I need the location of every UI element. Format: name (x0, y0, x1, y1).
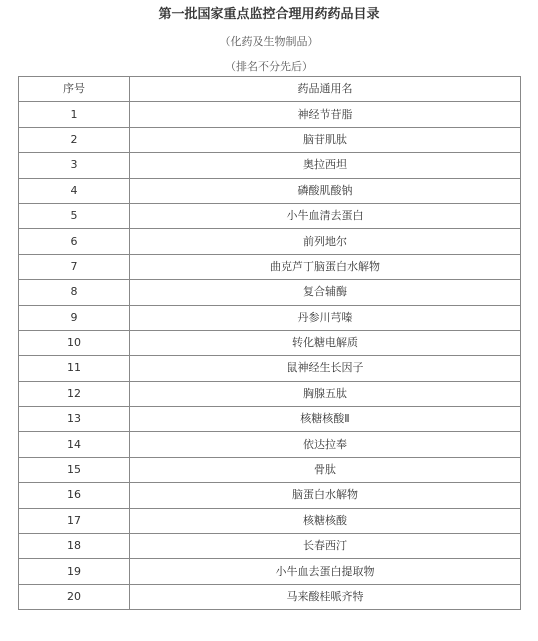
drug-name: 马来酸桂哌齐特 (130, 584, 521, 609)
header-drug-name: 药品通用名 (130, 77, 521, 102)
document-subtitle: （化药及生物制品） (219, 35, 319, 48)
drug-name: 复合辅酶 (130, 280, 521, 305)
table-row (19, 381, 521, 406)
table-row (19, 102, 521, 127)
drug-name: 小牛血清去蛋白 (130, 203, 521, 228)
row-number: 2 (19, 127, 130, 152)
drug-name: 鼠神经生长因子 (130, 356, 521, 381)
header-serial-number: 序号 (19, 77, 130, 102)
table-row (19, 254, 521, 279)
drug-name: 脑蛋白水解物 (130, 483, 521, 508)
row-number: 4 (19, 178, 130, 203)
document-note: （排名不分先后） (225, 60, 313, 73)
table-row (19, 305, 521, 330)
table-header-row (19, 77, 521, 102)
row-number: 1 (19, 102, 130, 127)
row-number: 13 (19, 407, 130, 432)
drug-name: 胸腺五肽 (130, 381, 521, 406)
row-number: 8 (19, 280, 130, 305)
drug-name: 前列地尔 (130, 229, 521, 254)
drug-name: 核糖核酸Ⅱ (130, 407, 521, 432)
row-number: 5 (19, 203, 130, 228)
drug-name: 丹参川芎嗪 (130, 305, 521, 330)
drug-name: 脑苷肌肽 (130, 127, 521, 152)
drug-name: 长春西汀 (130, 534, 521, 559)
row-number: 11 (19, 356, 130, 381)
row-number: 17 (19, 508, 130, 533)
row-number: 15 (19, 457, 130, 482)
table-row (19, 508, 521, 533)
row-number: 9 (19, 305, 130, 330)
drug-name: 依达拉奉 (130, 432, 521, 457)
table-row (19, 356, 521, 381)
drug-name: 骨肽 (130, 457, 521, 482)
table-row (19, 229, 521, 254)
row-number: 7 (19, 254, 130, 279)
table-row (19, 432, 521, 457)
table-row (19, 483, 521, 508)
table-row (19, 407, 521, 432)
drug-name: 神经节苷脂 (130, 102, 521, 127)
row-number: 20 (19, 584, 130, 609)
row-number: 3 (19, 153, 130, 178)
table-row (19, 330, 521, 355)
row-number: 18 (19, 534, 130, 559)
table-row (19, 534, 521, 559)
drug-name: 核糖核酸 (130, 508, 521, 533)
row-number: 19 (19, 559, 130, 584)
row-number: 10 (19, 330, 130, 355)
drug-name: 曲克芦丁脑蛋白水解物 (130, 254, 521, 279)
table-row (19, 178, 521, 203)
table-row (19, 127, 521, 152)
drug-name: 奥拉西坦 (130, 153, 521, 178)
table-row (19, 280, 521, 305)
table-row (19, 203, 521, 228)
drug-list-table (18, 76, 521, 610)
table-row (19, 584, 521, 609)
drug-name: 磷酸肌酸钠 (130, 178, 521, 203)
row-number: 14 (19, 432, 130, 457)
table-row (19, 559, 521, 584)
drug-name: 转化糖电解质 (130, 330, 521, 355)
row-number: 12 (19, 381, 130, 406)
row-number: 6 (19, 229, 130, 254)
document-title: 第一批国家重点监控合理用药药品目录 (158, 7, 380, 22)
table-row (19, 457, 521, 482)
drug-name: 小牛血去蛋白提取物 (130, 559, 521, 584)
row-number: 16 (19, 483, 130, 508)
table-row (19, 153, 521, 178)
